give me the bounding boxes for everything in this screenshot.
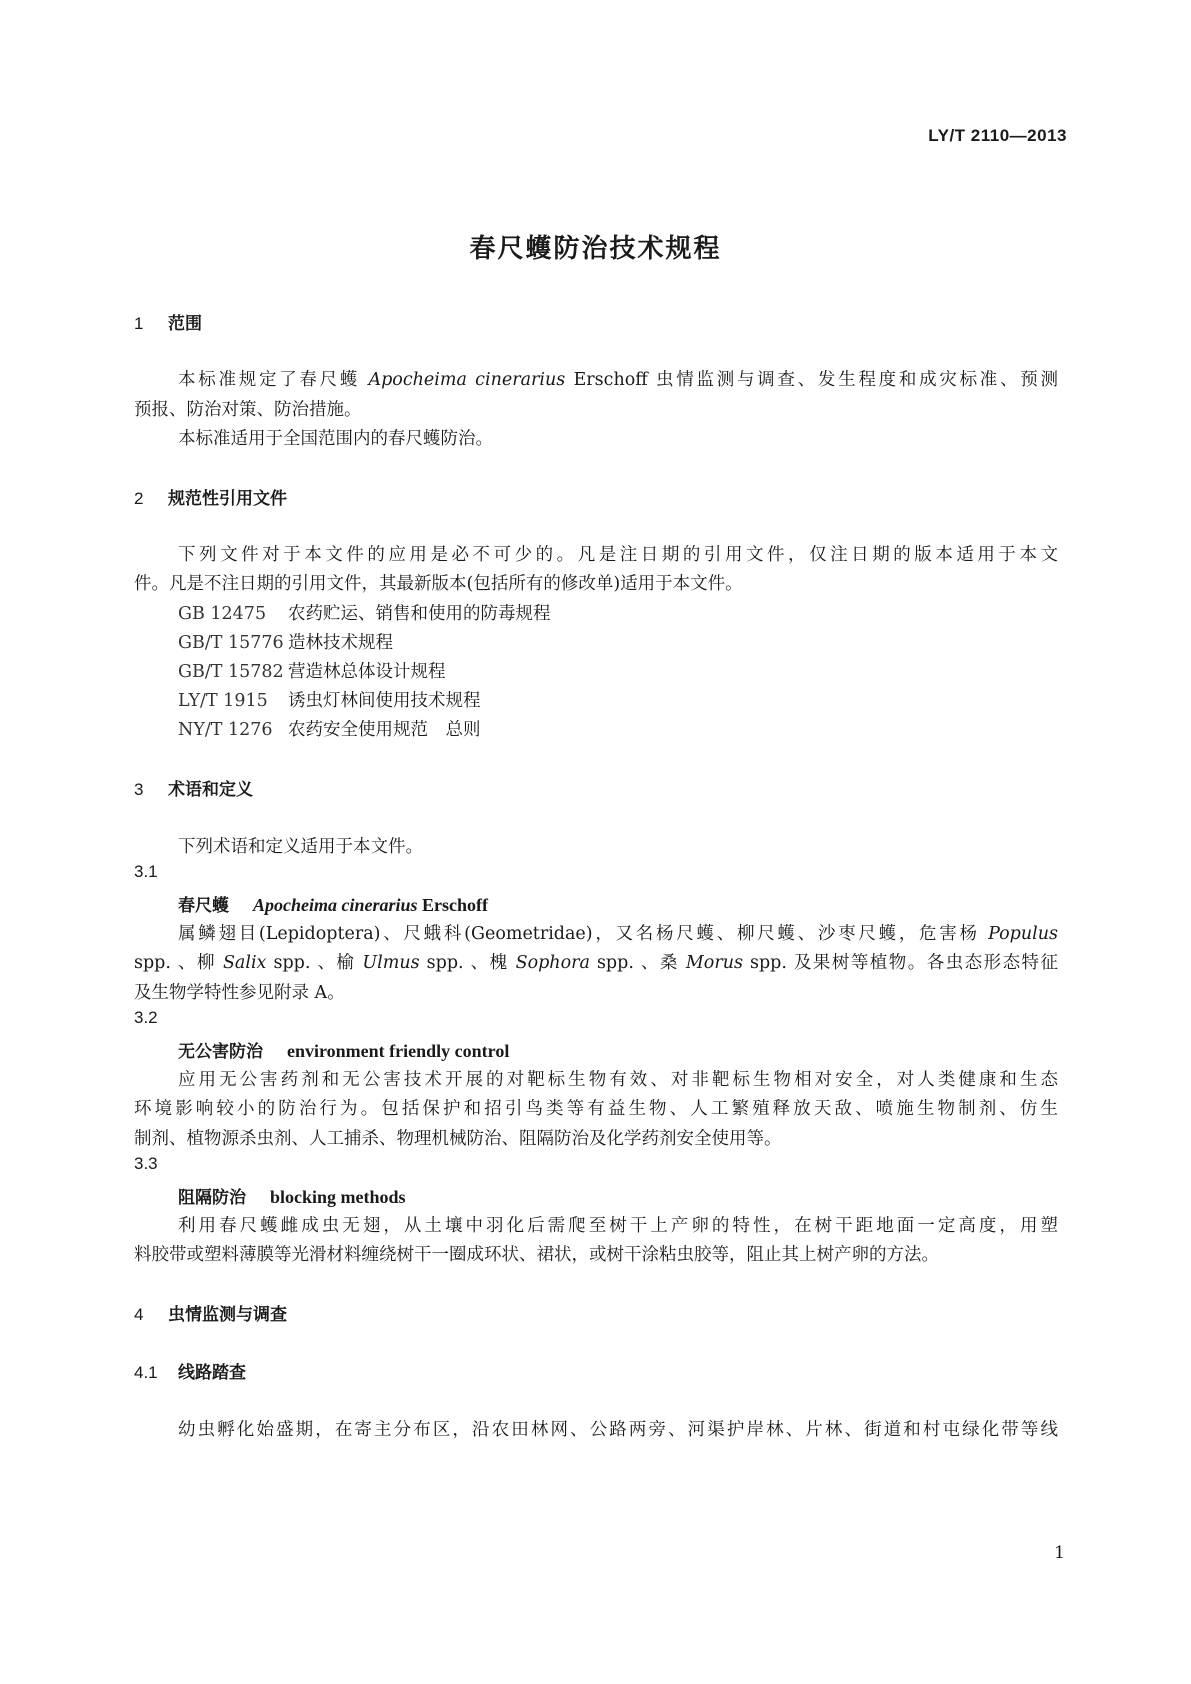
- subsection-4-1-heading: [134, 1358, 246, 1383]
- paragraph-line: 环境影响较小的防治行为。包括保护和招引鸟类等有益生物、人工繁殖释放天敌、喷施生物制剂、仿生: [134, 1099, 1058, 1119]
- paragraph-line: 及生物学特性参见附录 A。: [134, 983, 345, 1003]
- reference-item: [178, 687, 481, 712]
- paragraph-line: 件。凡是不注日期的引用文件，其最新版本(包括所有的修改单)适用于本文件。: [134, 574, 743, 594]
- page-number: 1: [1054, 1543, 1065, 1563]
- reference-item: [178, 658, 446, 683]
- section-2-heading: [134, 484, 287, 509]
- reference-name: 营造林总体设计规程: [288, 662, 446, 682]
- reference-name: 农药贮运、销售和使用的防毒规程: [288, 604, 551, 624]
- paragraph-line: 应用无公害药剂和无公害技术开展的对靶标生物有效、对非靶标生物相对安全，对人类健康和生态: [178, 1070, 1058, 1090]
- term-number: 3.3: [134, 1154, 158, 1173]
- reference-item: [178, 716, 481, 741]
- reference-code: GB 12475: [178, 604, 267, 624]
- document-title: 春尺蠖防治技术规程: [469, 234, 722, 264]
- paragraph-line: 本标准适用于全国范围内的春尺蠖防治。: [178, 429, 493, 449]
- section-title: 范围: [168, 314, 202, 334]
- term-chinese: 春尺蠖: [178, 896, 229, 916]
- subsection-number: 4.1: [134, 1363, 158, 1382]
- reference-item: [178, 629, 393, 654]
- term-chinese: 无公害防治: [178, 1042, 263, 1062]
- paragraph-line: spp. 、柳 Salix spp. 、榆 Ulmus spp. 、槐 Sophora spp. 、桑 Morus spp. 及果树等植物。各虫态形态特征: [134, 953, 1059, 973]
- reference-code: GB/T 15776: [178, 633, 284, 653]
- term-english: environment friendly control: [287, 1041, 510, 1061]
- reference-name: 诱虫灯林间使用技术规程: [288, 691, 481, 711]
- paragraph-line: 利用春尺蠖雌成虫无翅，从土壤中羽化后需爬至树干上产卵的特性，在树干距地面一定高度，用塑: [178, 1216, 1058, 1236]
- term-number: 3.2: [134, 1008, 158, 1027]
- term-author: Erschoff: [417, 895, 489, 915]
- subsection-title: 线路踏查: [178, 1363, 246, 1383]
- paragraph-line: 幼虫孵化始盛期，在寄主分布区，沿农田林网、公路两旁、河渠护岸林、片林、街道和村屯绿化带等线: [178, 1420, 1058, 1440]
- reference-item: [178, 600, 551, 625]
- term-chinese: 阻隔防治: [178, 1188, 246, 1208]
- scientific-name: Apocheima cinerarius: [368, 370, 566, 390]
- term-heading: [178, 891, 488, 916]
- reference-name: 农药安全使用规范 总则: [288, 720, 481, 740]
- term-number: 3.1: [134, 862, 158, 881]
- paragraph-line: 料胶带或塑料薄膜等光滑材料缠绕树干一圈成环状、裙状，或树干涂粘虫胶等，阻止其上树产卵的方法。: [134, 1245, 939, 1265]
- term-scientific-name: Apocheima cinerarius: [253, 895, 418, 915]
- section-number: 3: [134, 780, 144, 799]
- paragraph-line: 属鳞翅目(Lepidoptera)、尺蛾科(Geometridae)，又名杨尺蠖、柳尺蠖、沙枣尺蠖，危害杨 Populus: [178, 924, 1058, 944]
- paragraph-line: 本标准规定了春尺蠖 Apocheima cinerarius Erschoff 虫情监测与调查、发生程度和成灾标准、预测: [178, 370, 1059, 390]
- standard-code: LY/T 2110—2013: [928, 126, 1067, 145]
- paragraph-line: 下列文件对于本文件的应用是必不可少的。凡是注日期的引用文件，仅注日期的版本适用于本文: [178, 545, 1058, 565]
- reference-code: NY/T 1276: [178, 720, 273, 740]
- section-number: 4: [134, 1305, 144, 1324]
- reference-code: GB/T 15782: [178, 662, 284, 682]
- paragraph-line: 制剂、植物源杀虫剂、人工捕杀、物理机械防治、阻隔防治及化学药剂安全使用等。: [134, 1129, 782, 1149]
- section-3-heading: [134, 775, 253, 800]
- section-4-heading: [134, 1300, 287, 1325]
- paragraph-line: 预报、防治对策、防治措施。: [134, 400, 362, 420]
- section-title: 虫情监测与调查: [168, 1305, 287, 1325]
- term-heading: [178, 1037, 509, 1062]
- paragraph-line: 下列术语和定义适用于本文件。: [178, 837, 423, 857]
- section-title: 术语和定义: [168, 780, 253, 800]
- section-number: 1: [134, 314, 144, 333]
- section-number: 2: [134, 489, 144, 508]
- reference-code: LY/T 1915: [178, 691, 268, 711]
- term-heading: [178, 1183, 406, 1208]
- term-english: blocking methods: [270, 1187, 406, 1207]
- section-title: 规范性引用文件: [168, 489, 287, 509]
- section-1-heading: [134, 309, 202, 334]
- reference-name: 造林技术规程: [288, 633, 393, 653]
